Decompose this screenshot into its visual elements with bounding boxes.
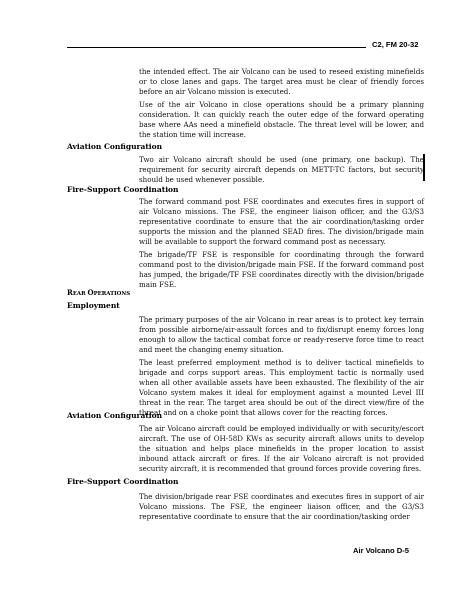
heading-aviation-configuration: Aviation Configuration [67,142,163,151]
paragraph-two-aircraft: Two air Volcano aircraft should be used (one primary, one backup). The requirement for security aircraft depends on METT-TC factors, but security should be used whenever possible. [139,155,424,184]
paragraph-intended-effect: the intended effect. The air Volcano can be used to reseed existing minefields or to close lanes and gaps. The target area must be clear of friendly forces before an air Volcano mission is executed. [139,67,424,96]
section-title-initial-r: R [67,288,73,297]
section-title-rest-ear: EAR [72,291,88,297]
section-title-initial-o: O [87,288,94,297]
heading-employment: Employment [67,301,120,310]
section-title-rest-perations: PERATIONS [93,291,131,297]
document-id: C2, FM 20-32 [372,40,419,49]
paragraph-least-preferred: The least preferred employment method is to deliver tactical minefields to brigade and corps support areas. This employment tactic is normally used when all other available assets have been exhausted. The flexibility of the air Volcano system makes it ideal for employment against a mounted Level III threat in the rear. The target area should be out of the direct view/fire of the threat and on a choke point that allows cover for the reacting forces. [139,358,424,417]
page-footer: Air Volcano D-5 [353,546,409,555]
heading-fire-support-coordination: Fire-Support Coordination [67,185,179,194]
heading-aviation-configuration-rear: Aviation Configuration [67,411,163,420]
section-title-rear-operations [67,288,130,297]
paragraph-forward-command-post: The forward command post FSE coordinates and executes fires in support of air Volcano missions. The FSE, the engineer liaison officer, and the G3/S3 representative coordinate to ensure that the air coordination/tasking order supports the mission and the planned SEAD fires. The division/brigade main will be available to support the forward command post as necessary. [139,197,424,246]
paragraph-security-escort: The air Volcano aircraft could be employed individually or with security/escort aircraft. The use of OH-58D KWs as security aircraft allows units to develop the situation and helps place minefields in the proper location to assist inbound attack aircraft or fires. If the air Volcano aircraft is not provided security aircraft, it is recommended that ground forces provide covering fires. [139,424,424,473]
paragraph-close-operations: Use of the air Volcano in close operations should be a primary planning consideration. It can quickly reach the outer edge of the forward operating base where AAs need a minefield obstacle. The threat level will be lower, and the station time will increase. [139,100,424,139]
paragraph-brigade-fse: The brigade/TF FSE is responsible for coordinating through the forward command post to the division/brigade main FSE. If the forward command post has jumped, the brigade/TF FSE coordinates directly with the division/brigade main FSE. [139,250,424,289]
paragraph-rear-fse: The division/brigade rear FSE coordinates and executes fires in support of air Volcano missions. The FSE, the engineer liaison officer, and the G3/S3 representative coordinate to ensure that the air coordination/tasking order [139,492,424,521]
header-rule [67,47,366,48]
heading-fire-support-coordination-rear: Fire-Support Coordination [67,477,179,486]
paragraph-primary-purposes: The primary purposes of the air Volcano in rear areas is to protect key terrain from possible airborne/air-assault forces and to fix/disrupt enemy forces long enough to allow the tactical combat force or ready-reserve force time to react and meet the changing enemy situation. [139,315,424,354]
